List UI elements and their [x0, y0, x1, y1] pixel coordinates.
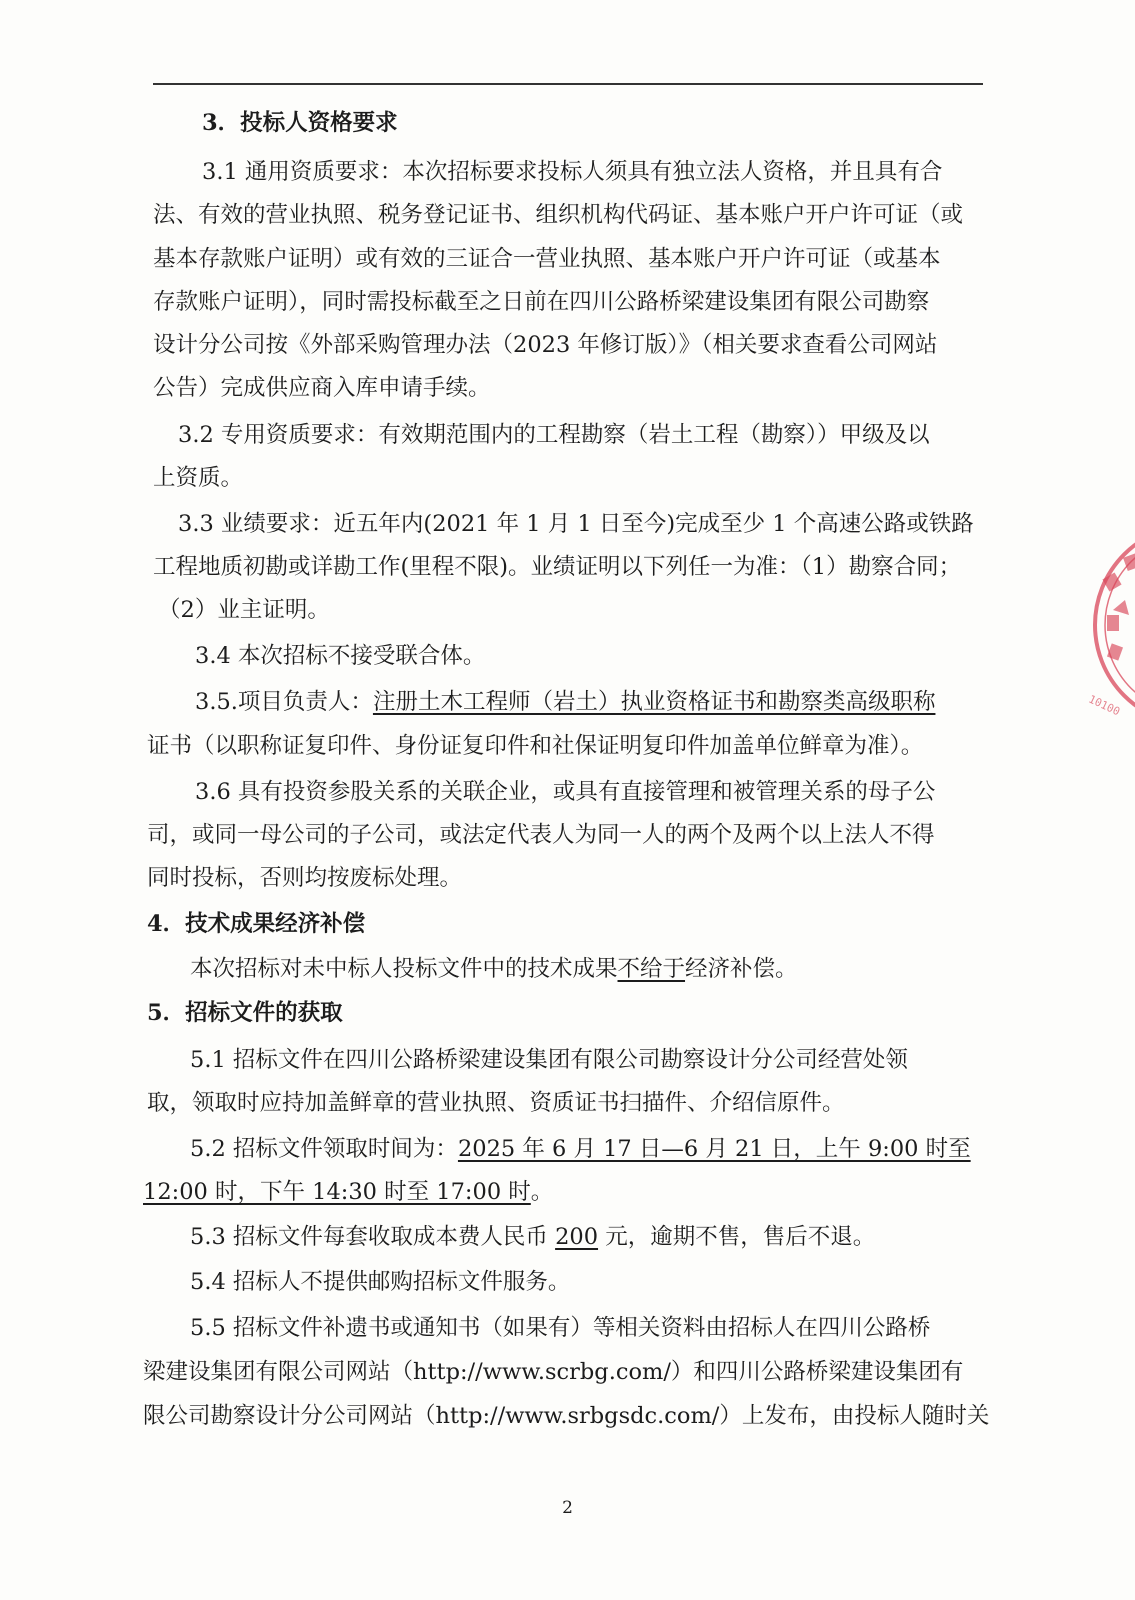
no-compensation-underlined: 不给于	[617, 956, 686, 982]
para-3-5-line-2: 证书（以职称证复印件、身份证复印件和社保证明复印件加盖单位鲜章为准）。	[147, 733, 924, 759]
para-5-1-line-2: 取，领取时应持加盖鲜章的营业执照、资质证书扫描件、介绍信原件。	[147, 1090, 845, 1116]
para-5-5-line-2: 梁建设集团有限公司网站（http://www.scrbg.com/）和四川公路桥梁建设集团有	[143, 1359, 964, 1385]
svg-text:10100: 10100	[1086, 692, 1122, 719]
company-seal-stamp	[1085, 515, 1135, 735]
heading-5: 5．招标文件的获取	[147, 1000, 343, 1026]
collection-time-underlined-1: 2025 年 6 月 17 日—6 月 21 日，上午 9:00 时至	[457, 1136, 971, 1162]
para-3-4: 3.4 本次招标不接受联合体。	[195, 643, 486, 669]
para-3-2-line-2: 上资质。	[153, 465, 244, 491]
header-rule	[153, 83, 983, 85]
para-3-1-line-3: 基本存款账户证明）或有效的三证合一营业执照、基本账户开户许可证（或基本	[153, 246, 941, 272]
heading-4: 4．技术成果经济补偿	[147, 911, 366, 937]
para-3-6-line-3: 同时投标，否则均按废标处理。	[147, 865, 463, 891]
para-5-3: 5.3 招标文件每套收取成本费人民币 200 元，逾期不售，售后不退。	[190, 1224, 876, 1250]
para-3-1-line-1: 3.1 通用资质要求：本次招标要求投标人须具有独立法人资格，并且具有合	[202, 159, 943, 185]
para-3-3-line-1: 3.3 业绩要求：近五年内(2021 年 1 月 1 日至今)完成至少 1 个高速公路或铁路	[178, 511, 974, 537]
para-4-line-1: 本次招标对未中标人投标文件中的技术成果不给于经济补偿。	[190, 956, 798, 982]
fee-amount-underlined: 200	[555, 1224, 599, 1250]
para-3-3-line-3: （2）业主证明。	[158, 597, 330, 623]
page-number: 2	[562, 1498, 573, 1518]
para-3-1-line-2: 法、有效的营业执照、税务登记证书、组织机构代码证、基本账户开户许可证（或	[153, 202, 964, 228]
para-3-6-line-1: 3.6 具有投资参股关系的关联企业，或具有直接管理和被管理关系的母子公	[195, 779, 936, 805]
para-3-2-line-1: 3.2 专用资质要求：有效期范围内的工程勘察（岩土工程（勘察））甲级及以	[178, 422, 930, 448]
para-5-1-line-1: 5.1 招标文件在四川公路桥梁建设集团有限公司勘察设计分公司经营处领	[190, 1047, 908, 1073]
project-leader-cert-underlined: 注册土木工程师（岩土）执业资格证书和勘察类高级职称	[372, 689, 936, 715]
para-3-1-line-4: 存款账户证明），同时需投标截至之日前在四川公路桥梁建设集团有限公司勘察	[153, 289, 930, 315]
para-5-5-line-3: 限公司勘察设计分公司网站（http://www.srbgsdc.com/）上发布，由投标人随时关	[143, 1403, 990, 1429]
para-5-2-line-2: 12:00 时，下午 14:30 时至 17:00 时。	[143, 1179, 554, 1205]
para-5-5-line-1: 5.5 招标文件补遗书或通知书（如果有）等相关资料由招标人在四川公路桥	[190, 1315, 931, 1341]
para-3-6-line-2: 司，或同一母公司的子公司，或法定代表人为同一人的两个及两个以上法人不得	[147, 822, 935, 848]
heading-3: 3．投标人资格要求	[202, 110, 398, 136]
para-5-2-line-1: 5.2 招标文件领取时间为：2025 年 6 月 17 日—6 月 21 日，上午 9:00 时至	[190, 1136, 971, 1162]
collection-time-underlined-2: 12:00 时，下午 14:30 时至 17:00 时	[143, 1179, 531, 1205]
para-3-3-line-2: 工程地质初勘或详勘工作(里程不限)。业绩证明以下列任一为准：（1）勘察合同；	[153, 554, 962, 580]
para-3-5-line-1: 3.5.项目负责人：注册土木工程师（岩土）执业资格证书和勘察类高级职称	[195, 689, 936, 715]
para-5-4: 5.4 招标人不提供邮购招标文件服务。	[190, 1269, 571, 1295]
para-3-1-line-5: 设计分公司按《外部采购管理办法（2023 年修订版）》（相关要求查看公司网站	[153, 332, 938, 358]
para-3-1-line-6: 公告）完成供应商入库申请手续。	[153, 375, 491, 401]
